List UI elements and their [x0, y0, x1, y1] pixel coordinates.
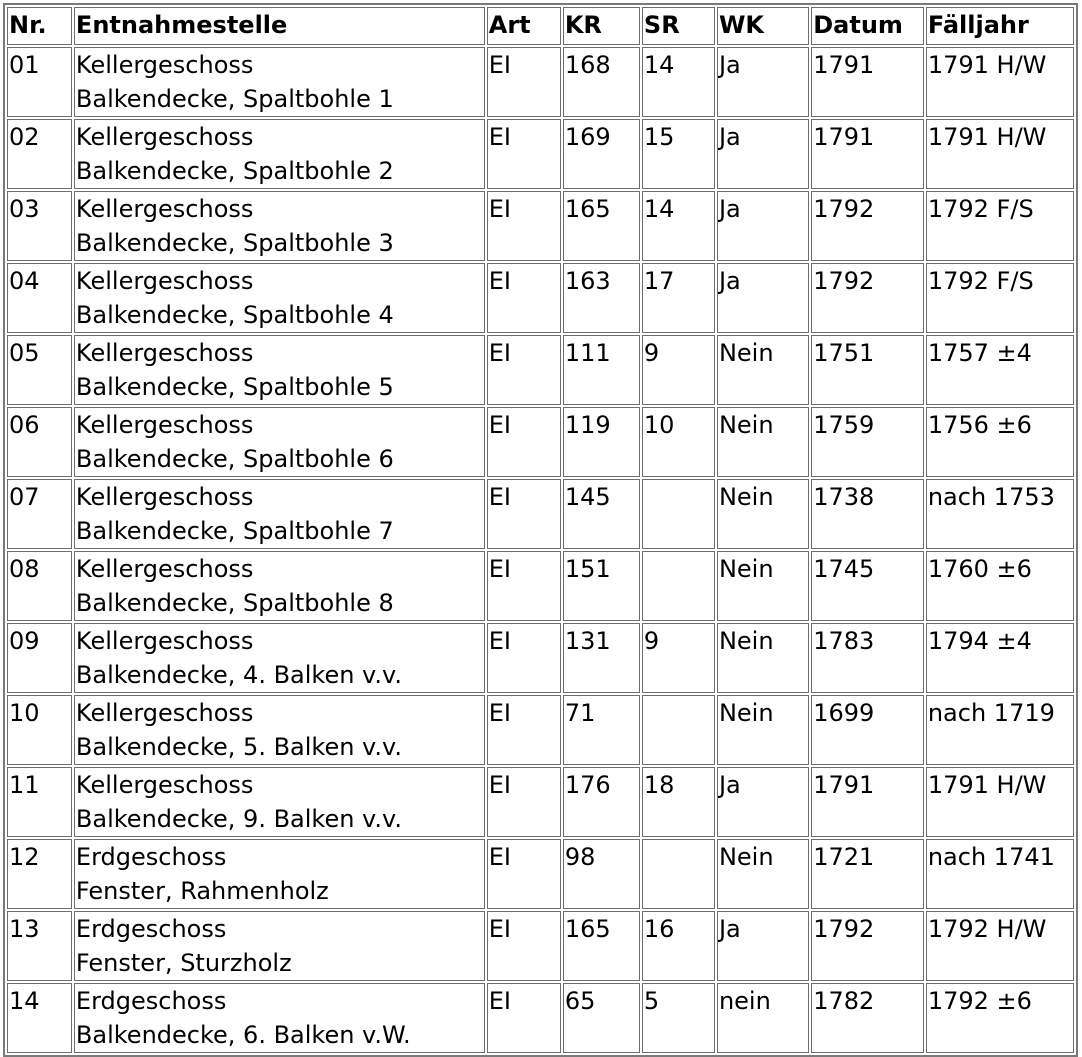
cell-kr: 145 [563, 479, 640, 549]
cell-datum: 1745 [811, 551, 924, 621]
header-nr: Nr. [7, 7, 72, 45]
entnahmestelle-bauteil: Balkendecke, 4. Balken v.v. [75, 661, 402, 689]
cell-nr: 04 [7, 263, 72, 333]
table-row [7, 839, 1074, 909]
entnahmestelle-bauteil: Balkendecke, Spaltbohle 7 [75, 517, 394, 545]
cell-datum: 1792 [811, 191, 924, 261]
entnahmestelle-bauteil: Balkendecke, Spaltbohle 6 [75, 445, 394, 473]
cell-sr [642, 479, 715, 549]
cell-datum: 1791 [811, 119, 924, 189]
cell-nr: 09 [7, 623, 72, 693]
cell-sr: 16 [642, 911, 715, 981]
cell-datum: 1792 [811, 263, 924, 333]
entnahmestelle-geschoss: Kellergeschoss [75, 771, 254, 799]
cell-art: EI [487, 623, 561, 693]
cell-art: EI [487, 119, 561, 189]
table-row [7, 767, 1074, 837]
cell-nr: 07 [7, 479, 72, 549]
cell-datum: 1751 [811, 335, 924, 405]
cell-sr: 17 [642, 263, 715, 333]
cell-art: EI [487, 767, 561, 837]
cell-kr: 165 [563, 911, 640, 981]
cell-art: EI [487, 407, 561, 477]
cell-faelljahr: 1760 ±6 [926, 551, 1074, 621]
cell-entnahmestelle [74, 767, 485, 837]
header-kr: KR [563, 7, 640, 45]
cell-kr: 65 [563, 983, 640, 1053]
table-row [7, 335, 1074, 405]
header-entnahmestelle: Entnahmestelle [74, 7, 485, 45]
cell-wk: Ja [717, 47, 809, 117]
cell-faelljahr: 1792 F/S [926, 263, 1074, 333]
table-row [7, 551, 1074, 621]
cell-nr: 05 [7, 335, 72, 405]
cell-faelljahr: nach 1753 [926, 479, 1074, 549]
entnahmestelle-bauteil: Balkendecke, Spaltbohle 8 [75, 589, 394, 617]
cell-nr: 12 [7, 839, 72, 909]
cell-faelljahr: 1792 F/S [926, 191, 1074, 261]
entnahmestelle-bauteil: Balkendecke, 6. Balken v.W. [75, 1021, 411, 1049]
cell-sr [642, 551, 715, 621]
cell-faelljahr: 1791 H/W [926, 767, 1074, 837]
cell-faelljahr: 1792 H/W [926, 911, 1074, 981]
cell-kr: 119 [563, 407, 640, 477]
cell-datum: 1791 [811, 767, 924, 837]
cell-faelljahr: nach 1719 [926, 695, 1074, 765]
table-row [7, 623, 1074, 693]
table-row [7, 47, 1074, 117]
cell-datum: 1791 [811, 47, 924, 117]
entnahmestelle-bauteil: Balkendecke, 5. Balken v.v. [75, 733, 402, 761]
cell-wk: Nein [717, 695, 809, 765]
cell-nr: 14 [7, 983, 72, 1053]
cell-entnahmestelle [74, 911, 485, 981]
cell-datum: 1738 [811, 479, 924, 549]
cell-wk: Nein [717, 479, 809, 549]
table-row [7, 407, 1074, 477]
cell-art: EI [487, 695, 561, 765]
cell-kr: 169 [563, 119, 640, 189]
cell-art: EI [487, 191, 561, 261]
cell-kr: 176 [563, 767, 640, 837]
cell-art: EI [487, 479, 561, 549]
cell-nr: 10 [7, 695, 72, 765]
cell-wk: nein [717, 983, 809, 1053]
cell-sr: 14 [642, 47, 715, 117]
table-row [7, 191, 1074, 261]
cell-entnahmestelle [74, 407, 485, 477]
cell-wk: Ja [717, 263, 809, 333]
cell-kr: 71 [563, 695, 640, 765]
cell-nr: 02 [7, 119, 72, 189]
entnahmestelle-geschoss: Kellergeschoss [75, 339, 254, 367]
cell-entnahmestelle [74, 623, 485, 693]
entnahmestelle-geschoss: Erdgeschoss [75, 843, 227, 871]
cell-faelljahr: 1791 H/W [926, 119, 1074, 189]
header-art: Art [487, 7, 561, 45]
table-row [7, 983, 1074, 1053]
entnahmestelle-geschoss: Kellergeschoss [75, 195, 254, 223]
cell-wk: Nein [717, 407, 809, 477]
cell-entnahmestelle [74, 839, 485, 909]
cell-wk: Nein [717, 551, 809, 621]
cell-sr: 10 [642, 407, 715, 477]
cell-datum: 1699 [811, 695, 924, 765]
cell-nr: 01 [7, 47, 72, 117]
cell-wk: Nein [717, 623, 809, 693]
cell-faelljahr: nach 1741 [926, 839, 1074, 909]
cell-entnahmestelle [74, 695, 485, 765]
cell-faelljahr: 1794 ±4 [926, 623, 1074, 693]
cell-nr: 11 [7, 767, 72, 837]
entnahmestelle-bauteil: Fenster, Rahmenholz [75, 877, 329, 905]
cell-entnahmestelle [74, 551, 485, 621]
table-row [7, 263, 1074, 333]
entnahmestelle-bauteil: Balkendecke, Spaltbohle 5 [75, 373, 394, 401]
cell-entnahmestelle [74, 119, 485, 189]
table-row [7, 119, 1074, 189]
cell-kr: 131 [563, 623, 640, 693]
cell-art: EI [487, 263, 561, 333]
cell-datum: 1782 [811, 983, 924, 1053]
entnahmestelle-geschoss: Kellergeschoss [75, 555, 254, 583]
cell-faelljahr: 1757 ±4 [926, 335, 1074, 405]
table-row [7, 911, 1074, 981]
dendro-sample-table [3, 3, 1078, 1057]
cell-nr: 13 [7, 911, 72, 981]
cell-entnahmestelle [74, 47, 485, 117]
cell-datum: 1783 [811, 623, 924, 693]
cell-art: EI [487, 983, 561, 1053]
cell-kr: 151 [563, 551, 640, 621]
entnahmestelle-geschoss: Erdgeschoss [75, 915, 227, 943]
cell-art: EI [487, 839, 561, 909]
cell-entnahmestelle [74, 191, 485, 261]
entnahmestelle-bauteil: Balkendecke, 9. Balken v.v. [75, 805, 402, 833]
header-row [7, 7, 1074, 45]
cell-sr: 14 [642, 191, 715, 261]
cell-kr: 165 [563, 191, 640, 261]
cell-nr: 06 [7, 407, 72, 477]
cell-entnahmestelle [74, 263, 485, 333]
entnahmestelle-bauteil: Balkendecke, Spaltbohle 3 [75, 229, 394, 257]
entnahmestelle-geschoss: Kellergeschoss [75, 267, 254, 295]
cell-entnahmestelle [74, 335, 485, 405]
cell-kr: 98 [563, 839, 640, 909]
entnahmestelle-bauteil: Fenster, Sturzholz [75, 949, 292, 977]
cell-sr: 15 [642, 119, 715, 189]
cell-kr: 163 [563, 263, 640, 333]
cell-entnahmestelle [74, 983, 485, 1053]
cell-wk: Nein [717, 839, 809, 909]
cell-faelljahr: 1756 ±6 [926, 407, 1074, 477]
cell-faelljahr: 1791 H/W [926, 47, 1074, 117]
entnahmestelle-geschoss: Kellergeschoss [75, 699, 254, 727]
cell-sr [642, 695, 715, 765]
entnahmestelle-bauteil: Balkendecke, Spaltbohle 4 [75, 301, 394, 329]
cell-nr: 08 [7, 551, 72, 621]
cell-art: EI [487, 335, 561, 405]
entnahmestelle-bauteil: Balkendecke, Spaltbohle 1 [75, 85, 394, 113]
header-datum: Datum [811, 7, 924, 45]
cell-datum: 1792 [811, 911, 924, 981]
cell-nr: 03 [7, 191, 72, 261]
cell-art: EI [487, 551, 561, 621]
cell-wk: Nein [717, 335, 809, 405]
entnahmestelle-geschoss: Kellergeschoss [75, 483, 254, 511]
entnahmestelle-geschoss: Kellergeschoss [75, 411, 254, 439]
cell-art: EI [487, 911, 561, 981]
entnahmestelle-geschoss: Kellergeschoss [75, 51, 254, 79]
cell-sr: 5 [642, 983, 715, 1053]
cell-wk: Ja [717, 191, 809, 261]
header-faelljahr: Fälljahr [926, 7, 1074, 45]
cell-sr: 18 [642, 767, 715, 837]
cell-kr: 168 [563, 47, 640, 117]
cell-kr: 111 [563, 335, 640, 405]
cell-entnahmestelle [74, 479, 485, 549]
entnahmestelle-geschoss: Kellergeschoss [75, 627, 254, 655]
table-row [7, 695, 1074, 765]
table-row [7, 479, 1074, 549]
cell-datum: 1721 [811, 839, 924, 909]
header-sr: SR [642, 7, 715, 45]
cell-sr [642, 839, 715, 909]
entnahmestelle-bauteil: Balkendecke, Spaltbohle 2 [75, 157, 394, 185]
cell-wk: Ja [717, 911, 809, 981]
cell-sr: 9 [642, 335, 715, 405]
cell-sr: 9 [642, 623, 715, 693]
cell-faelljahr: 1792 ±6 [926, 983, 1074, 1053]
cell-wk: Ja [717, 767, 809, 837]
entnahmestelle-geschoss: Kellergeschoss [75, 123, 254, 151]
cell-art: EI [487, 47, 561, 117]
entnahmestelle-geschoss: Erdgeschoss [75, 987, 227, 1015]
cell-wk: Ja [717, 119, 809, 189]
cell-datum: 1759 [811, 407, 924, 477]
header-wk: WK [717, 7, 809, 45]
